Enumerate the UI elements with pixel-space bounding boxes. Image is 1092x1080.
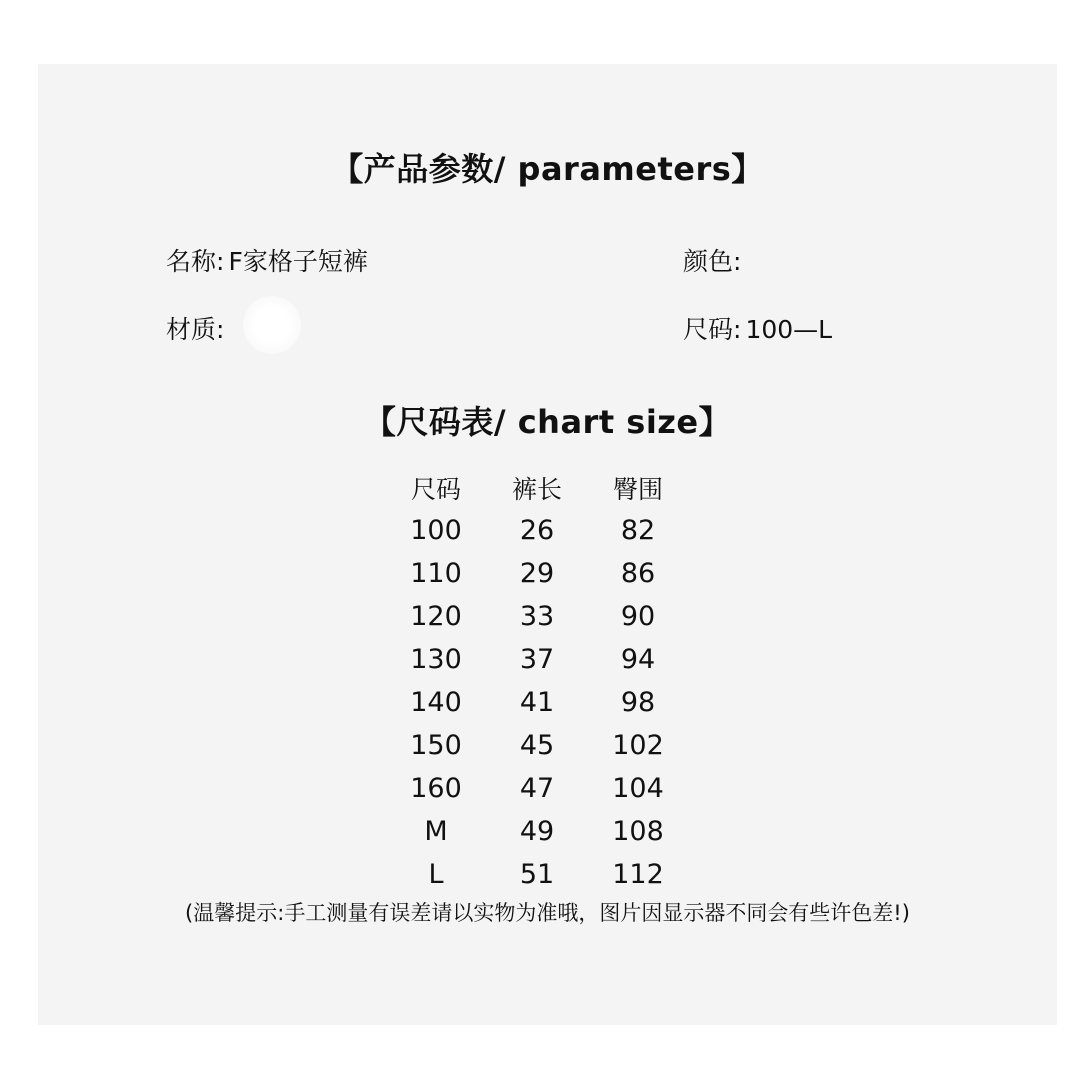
table-cell-hip: 90	[620, 601, 656, 632]
material-field	[166, 310, 228, 346]
table-row	[396, 638, 678, 681]
table-cell-hip: 98	[620, 687, 656, 718]
table-cell-size: 120	[410, 601, 462, 632]
material-label: 材质:	[166, 315, 225, 344]
table-cell-length: 29	[519, 558, 555, 589]
table-cell-length: 51	[519, 859, 555, 890]
header-hip: 臀围	[612, 475, 663, 504]
material-blur-spot	[243, 296, 301, 354]
table-row	[396, 681, 678, 724]
table-row	[396, 552, 678, 595]
product-name-field	[166, 242, 368, 278]
measurement-note: (温馨提示:手工测量有误差请以实物为准哦，图片因显示器不同会有些许色差!)	[185, 901, 910, 925]
table-cell-hip: 86	[620, 558, 656, 589]
table-row	[396, 767, 678, 810]
header-size: 尺码	[410, 475, 461, 504]
table-cell-hip: 112	[612, 859, 664, 890]
parameters-heading: 【产品参数/ parameters】	[331, 150, 764, 188]
size-chart-heading: 【尺码表/ chart size】	[363, 403, 732, 441]
table-cell-length: 47	[519, 773, 555, 804]
table-cell-size: 150	[410, 730, 462, 761]
table-cell-hip: 102	[612, 730, 664, 761]
table-cell-hip: 104	[612, 773, 664, 804]
size-table	[396, 467, 678, 896]
table-row	[396, 509, 678, 552]
table-cell-size: 130	[410, 644, 462, 675]
table-cell-size: L	[428, 859, 444, 890]
table-cell-hip: 108	[612, 816, 664, 847]
size-range-label: 尺码:	[683, 315, 742, 344]
table-row	[396, 810, 678, 853]
table-cell-size: 140	[410, 687, 462, 718]
header-length: 裤长	[511, 475, 562, 504]
product-name-label: 名称:	[166, 247, 225, 276]
table-cell-length: 33	[519, 601, 555, 632]
parameters-card	[38, 64, 1057, 1025]
table-cell-size: 160	[410, 773, 462, 804]
table-cell-length: 45	[519, 730, 555, 761]
table-row	[396, 853, 678, 896]
table-cell-size: M	[424, 816, 448, 847]
size-range-value: 100—L	[745, 315, 833, 344]
size-range-field	[683, 310, 832, 346]
table-cell-length: 49	[519, 816, 555, 847]
table-cell-length: 41	[519, 687, 555, 718]
table-cell-length: 26	[519, 515, 555, 546]
color-label: 颜色:	[683, 247, 742, 276]
size-table-header-row	[396, 467, 678, 509]
table-cell-length: 37	[519, 644, 555, 675]
table-cell-hip: 82	[620, 515, 656, 546]
table-cell-hip: 94	[620, 644, 656, 675]
table-row	[396, 724, 678, 767]
table-cell-size: 100	[410, 515, 462, 546]
product-name-value: F家格子短裤	[228, 247, 368, 276]
table-row	[396, 595, 678, 638]
color-field	[683, 242, 745, 278]
table-cell-size: 110	[410, 558, 462, 589]
